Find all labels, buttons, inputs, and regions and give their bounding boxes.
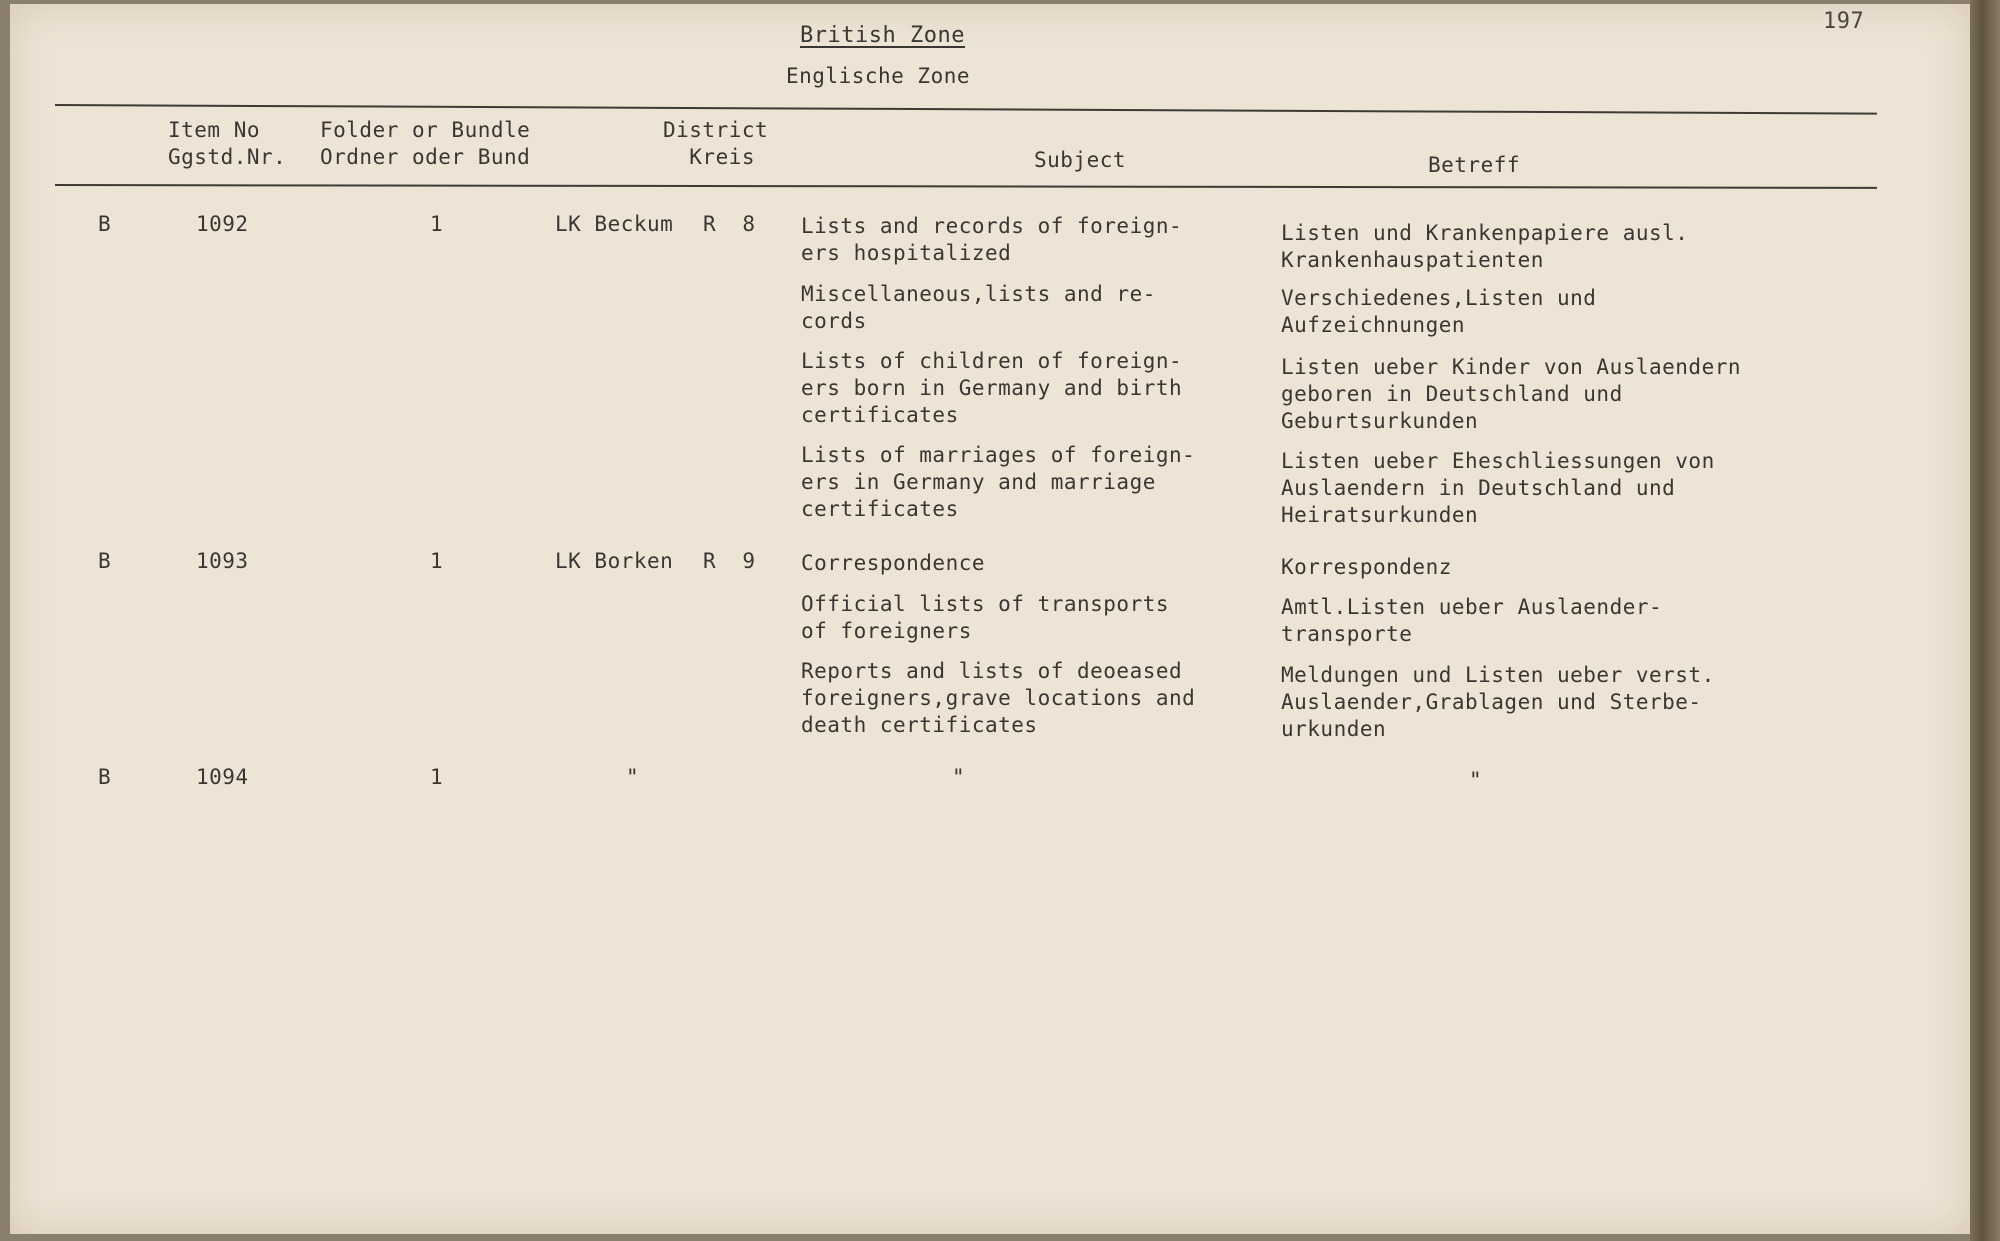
ditto-mark-betreff: " [1469, 768, 1483, 792]
ditto-mark-district: " [626, 765, 640, 789]
folder-number: 1 [430, 212, 444, 236]
column-header-district: District Kreis [663, 118, 769, 169]
region-code: R 9 [703, 549, 756, 573]
item-number: 1092 [196, 212, 249, 236]
subject-entry: Lists of marriages of foreign- ers in Germany and marriage certificates [801, 443, 1196, 521]
ditto-mark-subject: " [952, 765, 966, 789]
page-number: 197 [1823, 9, 1865, 34]
betreff-entry: Listen ueber Kinder von Auslaendern geboren in Deutschland und Geburtsurkunden [1281, 355, 1742, 433]
row-prefix: B [98, 212, 112, 236]
betreff-entry: Amtl.Listen ueber Auslaender- transporte [1281, 595, 1663, 646]
page-title: British Zone [800, 23, 965, 48]
subject-entry: Correspondence [801, 551, 986, 575]
subject-entry: Lists of children of foreign- ers born in Germany and birth certificates [801, 349, 1183, 427]
column-header-item-no: Item No Ggstd.Nr. [168, 118, 287, 169]
item-number: 1094 [196, 765, 249, 789]
subject-entry: Official lists of transports of foreigners [801, 592, 1170, 643]
page-subtitle: Englische Zone [786, 64, 971, 88]
region-code: R 8 [703, 212, 756, 236]
subject-entry: Miscellaneous,lists and re- cords [801, 282, 1156, 333]
column-header-betreff: Betreff [1428, 153, 1521, 177]
betreff-entry: Listen und Krankenpapiere ausl. Krankenhauspatienten [1281, 221, 1689, 272]
book-binding [1970, 0, 2000, 1241]
folder-number: 1 [430, 765, 444, 789]
item-number: 1093 [196, 549, 249, 573]
betreff-entry: Meldungen und Listen ueber verst. Auslaender,Grablagen und Sterbe- urkunden [1281, 663, 1715, 741]
row-prefix: B [98, 549, 112, 573]
folder-number: 1 [430, 549, 444, 573]
betreff-entry: Listen ueber Eheschliessungen von Auslaendern in Deutschland und Heiratsurkunden [1281, 449, 1715, 527]
row-prefix: B [98, 765, 112, 789]
column-header-folder: Folder or Bundle Ordner oder Bund [320, 118, 531, 169]
subject-entry: Lists and records of foreign- ers hospitalized [801, 214, 1183, 265]
subject-entry: Reports and lists of deoeased foreigners,grave locations and death certificates [801, 659, 1196, 737]
betreff-entry: Verschiedenes,Listen und Aufzeichnungen [1281, 286, 1597, 337]
district-name: LK Beckum [555, 212, 674, 236]
column-header-subject: Subject [1034, 148, 1127, 172]
betreff-entry: Korrespondenz [1281, 555, 1452, 579]
district-name: LK Borken [555, 549, 674, 573]
